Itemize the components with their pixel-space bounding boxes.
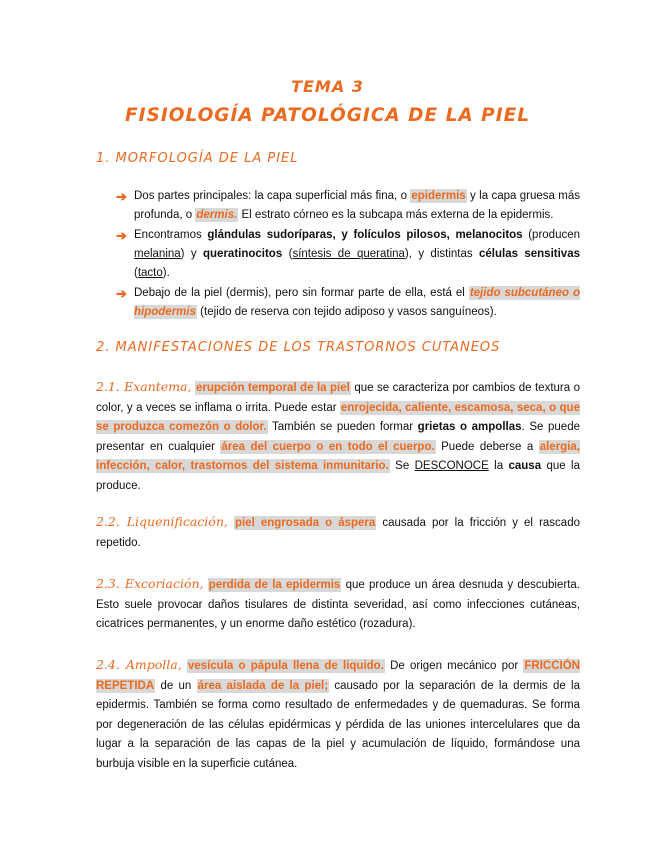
subsection-ampolla: 2.4. Ampolla, vesícula o pápula llena de liquido. De origen mecánico por FRICCIÓN REPETIDA de un área aislada de la piel; causado por la separación de la dermis de la epidermis. También se forma como resultado de enfermedades y de quemaduras. Se forma por degeneración de las células epidérmicas y pérdida de las uniones intercelulares que da lugar a la separación de las capas de la piel y acumulación de líquido, formándose una burbuja visible en la superficie cutánea. — [96, 657, 581, 770]
bullet-item-3: ➔ Debajo de la piel (dermis), pero sin formar parte de ella, está el tejido subcutáneo o hipodermis (tejido de reserva con tejido adiposo y vasos sanguíneos). — [116, 286, 580, 318]
subsection-liquenificacion: 2.2. Liquenificación, piel engrosada o áspera causada por la fricción y el rascado repetido. — [96, 514, 580, 549]
highlight-epidermis: epidermis — [411, 190, 466, 202]
bullet-item-2: ➔ Encontramos glándulas sudoríparas, y folículos pilosos, melanocitos (producen melanina) y queratinocitos (síntesis de queratina), y distintas células sensitivas (tacto). — [116, 228, 581, 279]
subsection-title: Excoriación, — [124, 576, 204, 591]
arrow-right-icon: ➔ — [116, 189, 127, 204]
subsection-title: Ampolla, — [125, 657, 182, 672]
title-line-1: TEMA 3 — [291, 77, 364, 96]
arrow-right-icon: ➔ — [116, 286, 127, 301]
arrow-right-icon: ➔ — [116, 228, 127, 243]
section-heading-1: 1. MORFOLOGÍA DE LA PIEL — [96, 151, 299, 166]
subsection-exantema: 2.1. Exantema, erupción temporal de la piel que se caracteriza por cambios de textura o color, y a veces se inflama o irrita. Puede estar enrojecida, caliente, escamosa, seca, o que se produzca comezón o dolor. También se pueden formar grietas o ampollas. Se puede presentar en cualquier área del cuerpo o en todo el cuerpo. Puede deberse a alergia, infección, calor, trastornos del sistema inmunitario. Se DESCONOCE la causa que la produce. — [96, 379, 581, 492]
subsection-title: Exantema, — [124, 379, 192, 394]
title-line-2: FISIOLOGÍA PATOLÓGICA DE LA PIEL — [125, 105, 530, 126]
section-heading-2: 2. MANIFESTACIONES DE LOS TRASTORNOS CUTANEOS — [96, 340, 501, 355]
subsection-excoriacion: 2.3. Excoriación, perdida de la epidermis que produce un área desnuda y descubierta. Esto suele provocar daños tisulares de distinta severidad, así como infecciones cutáneas, cicatrices permanentes, y un enorme daño estético (rozadura). — [96, 576, 580, 630]
bullet-item-1: ➔ Dos partes principales: la capa superficial más fina, o epidermis y la capa gruesa más profunda, o dermis. El estrato córneo es la subcapa más externa de la epidermis. — [116, 189, 580, 221]
subsection-title: Liquenificación, — [126, 514, 228, 529]
highlight-dermis: dermis. — [196, 209, 238, 221]
highlight-tejido-subcutaneo: tejido subcutáneo o hipodermis — [134, 287, 580, 318]
